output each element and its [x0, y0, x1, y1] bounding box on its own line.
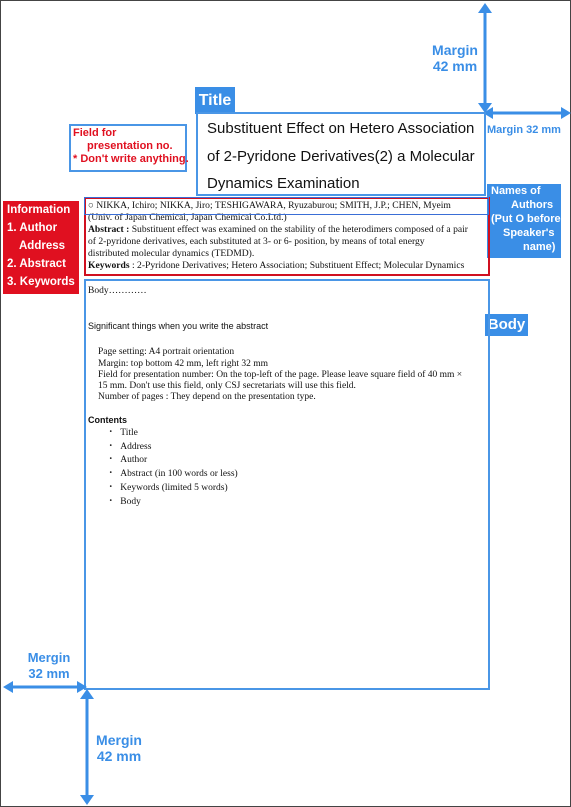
contents-heading: Contents [88, 415, 127, 425]
names-tag-line-3: (Put O before [491, 213, 561, 225]
abstract-label: Abstract : [88, 224, 130, 235]
abstract-text-1: Substituent effect was examined on the stability of the heterodimers composed of a pair [129, 224, 469, 235]
bullet-icon: ・ [106, 455, 116, 465]
field-note-line-2: presentation no. [87, 140, 173, 152]
bullet-icon: ・ [106, 497, 116, 507]
bullet-icon: ・ [106, 483, 116, 493]
body-first-line: Body………… [88, 286, 147, 296]
keywords-line [88, 260, 464, 271]
field-note-line-3: * Don't write anything. [73, 153, 189, 165]
body-box [84, 279, 490, 690]
bullet-icon: ・ [106, 428, 116, 438]
left-margin-value: 32 mm [28, 666, 70, 681]
presentation-number-field [69, 124, 187, 172]
bullet-icon: ・ [106, 442, 116, 452]
left-margin-label [23, 650, 75, 682]
names-tag-line-1: Names of [491, 185, 541, 197]
top-margin-value: 42 mm [432, 58, 478, 74]
contents-item-text: Body [120, 497, 141, 507]
setting-line-3: Field for presentation number: On the top-left of the page. Please leave square field of 40 mm × [98, 370, 463, 380]
contents-item [106, 427, 138, 439]
contents-item [106, 482, 228, 494]
contents-item [106, 468, 238, 480]
setting-line-4: 15 mm. Don't use this field, only CSJ secretariats will use this field. [98, 381, 356, 391]
keywords-label: Keywords [88, 260, 130, 271]
names-tag-line-4: Speaker's [503, 227, 555, 239]
right-margin-label: Margin 32 mm [487, 124, 561, 136]
contents-item-text: Title [120, 428, 138, 438]
names-tag-line-2: Authors [511, 199, 554, 211]
affiliation-line: (Univ. of Japan Chemical, Japan Chemical Co.Ltd.) [88, 212, 287, 223]
information-tag-item-3: 3. Keywords [7, 276, 75, 288]
information-tag-item-1b: Address [19, 240, 66, 252]
title-box [196, 112, 486, 196]
title-line-1: Substituent Effect on Hetero Association [207, 120, 475, 137]
abstract-guidelines-heading: Significant things when you write the abstract [88, 321, 269, 331]
contents-item-text: Address [120, 442, 152, 452]
left-margin-arrow-icon [3, 679, 87, 695]
contents-item-text: Keywords (limited 5 words) [120, 483, 228, 493]
information-tag-item-1: 1. Author [7, 222, 58, 234]
abstract-line-2: of 2-pyridone derivatives, each substituted at 3- or 6- position, by means of total energy [88, 236, 425, 247]
contents-item [106, 454, 147, 466]
right-margin-arrow-icon [483, 105, 571, 121]
author-names-box [84, 197, 489, 215]
information-tag [3, 201, 79, 294]
bottom-margin-label [93, 732, 145, 764]
bottom-margin-word: Mergin [96, 732, 142, 748]
body-tag: Body [485, 314, 528, 336]
setting-line-5: Number of pages : They depend on the presentation type. [98, 392, 316, 402]
abstract-line-3: distributed molecular dynamics (TEDMD). [88, 248, 255, 259]
contents-item-text: Abstract (in 100 words or less) [120, 469, 238, 479]
names-of-authors-tag [487, 184, 561, 258]
left-margin-word: Mergin [27, 650, 71, 665]
bottom-margin-value: 42 mm [96, 748, 142, 764]
top-margin-label [429, 42, 481, 74]
setting-line-1: Page setting: A4 portrait orientation [98, 347, 235, 357]
contents-item [106, 496, 141, 508]
field-note-line-1: Field for [73, 127, 117, 139]
contents-item-text: Author [120, 455, 148, 465]
title-line-2: of 2-Pyridone Derivatives(2) a Molecular [207, 148, 475, 165]
information-tag-title: Information [7, 204, 71, 216]
keywords-text: : 2-Pyridone Derivatives; Hetero Association; Substituent Effect; Molecular Dynamics [129, 260, 465, 271]
names-tag-line-5: name) [523, 241, 556, 253]
top-margin-word: Margin [432, 42, 478, 58]
setting-line-2: Margin: top bottom 42 mm, left right 32 mm [98, 359, 269, 369]
authors-line: ○ NIKKA, Ichiro; NIKKA, Jiro; TESHIGAWARA, Ryuzaburou; SMITH, J.P.; CHEN, Myeim [88, 200, 451, 211]
bullet-icon: ・ [106, 469, 116, 479]
title-tag: Title [195, 87, 235, 114]
abstract-line-1 [88, 224, 468, 235]
contents-item [106, 441, 151, 453]
title-line-3: Dynamics Examination [207, 175, 360, 192]
information-tag-item-2: 2. Abstract [7, 258, 67, 270]
